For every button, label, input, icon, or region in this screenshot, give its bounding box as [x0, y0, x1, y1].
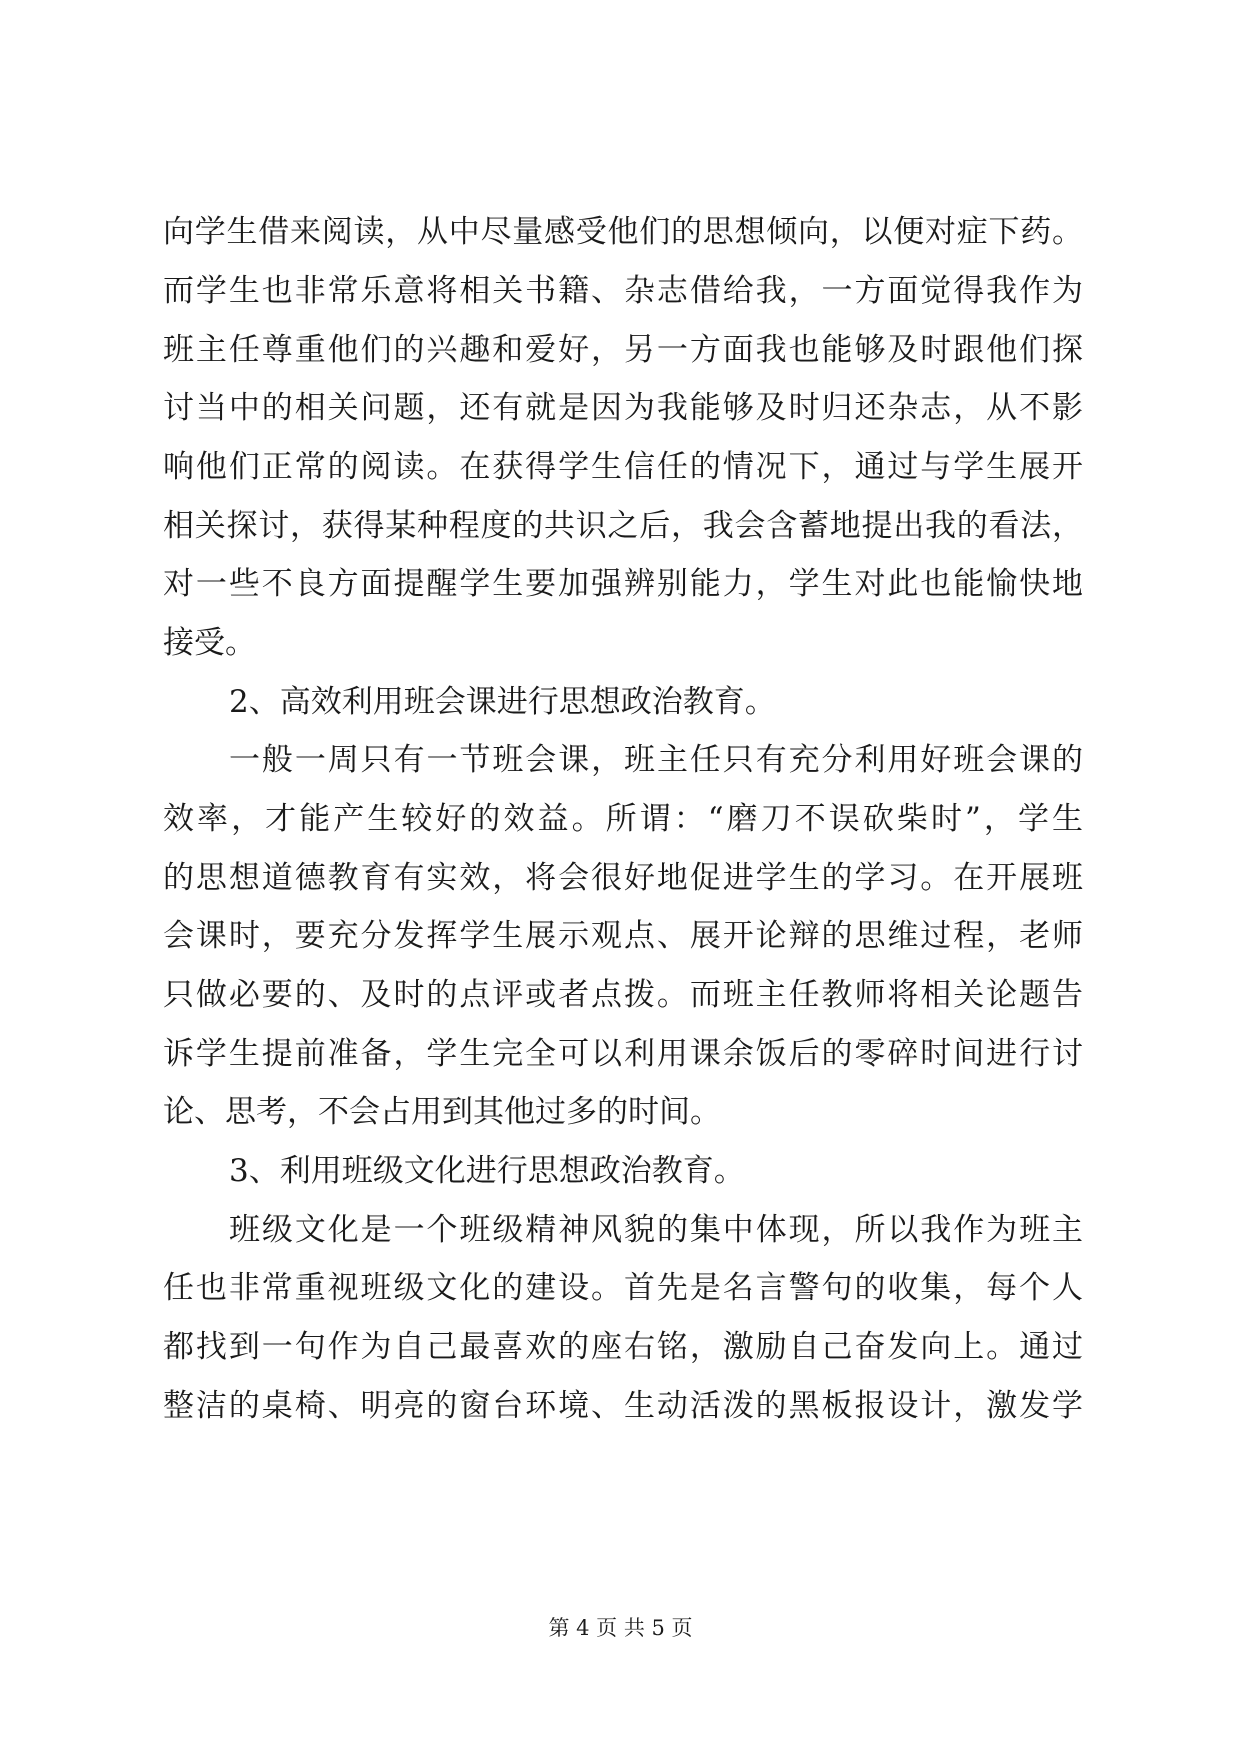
- body-text-line: 响他们正常的阅读。在获得学生信任的情况下，通过与学生展开: [163, 449, 1083, 485]
- body-text-line: 论、思考，不会占用到其他过多的时间。: [163, 1094, 721, 1130]
- body-text-line: 整洁的桌椅、明亮的窗台环境、生动活泼的黑板报设计，激发学: [163, 1388, 1083, 1424]
- body-text-line: 接受。: [163, 625, 256, 661]
- body-text-line: 都找到一句作为自己最喜欢的座右铭，激励自己奋发向上。通过: [163, 1329, 1083, 1365]
- body-text-line: 讨当中的相关问题，还有就是因为我能够及时归还杂志，从不影: [163, 390, 1083, 426]
- body-text-line: 一般一周只有一节班会课，班主任只有充分利用好班会课的: [229, 742, 1083, 778]
- body-text-line: 诉学生提前准备，学生完全可以利用课余饭后的零碎时间进行讨: [163, 1036, 1083, 1072]
- section-heading: 2、高效利用班会课进行思想政治教育。: [229, 684, 776, 720]
- body-text-line: 向学生借来阅读，从中尽量感受他们的思想倾向，以便对症下药。: [163, 214, 1083, 250]
- body-text-line: 班级文化是一个班级精神风貌的集中体现，所以我作为班主: [229, 1212, 1083, 1248]
- body-text-line: 会课时，要充分发挥学生展示观点、展开论辩的思维过程，老师: [163, 918, 1083, 954]
- body-text-line: 效率，才能产生较好的效益。所谓：“磨刀不误砍柴时”，学生: [163, 801, 1083, 837]
- body-text-line: 相关探讨，获得某种程度的共识之后，我会含蓄地提出我的看法，: [163, 508, 1083, 544]
- body-text-line: 班主任尊重他们的兴趣和爱好，另一方面我也能够及时跟他们探: [163, 332, 1083, 368]
- page-footer: 第 4 页 共 5 页: [548, 1616, 693, 1640]
- body-text-line: 只做必要的、及时的点评或者点拨。而班主任教师将相关论题告: [163, 977, 1083, 1013]
- body-text-line: 对一些不良方面提醒学生要加强辨别能力，学生对此也能愉快地: [163, 566, 1083, 602]
- section-heading: 3、利用班级文化进行思想政治教育。: [229, 1153, 745, 1189]
- body-text-line: 的思想道德教育有实效，将会很好地促进学生的学习。在开展班: [163, 860, 1083, 896]
- body-text-line: 任也非常重视班级文化的建设。首先是名言警句的收集，每个人: [163, 1270, 1083, 1306]
- body-text-line: 而学生也非常乐意将相关书籍、杂志借给我，一方面觉得我作为: [163, 273, 1083, 309]
